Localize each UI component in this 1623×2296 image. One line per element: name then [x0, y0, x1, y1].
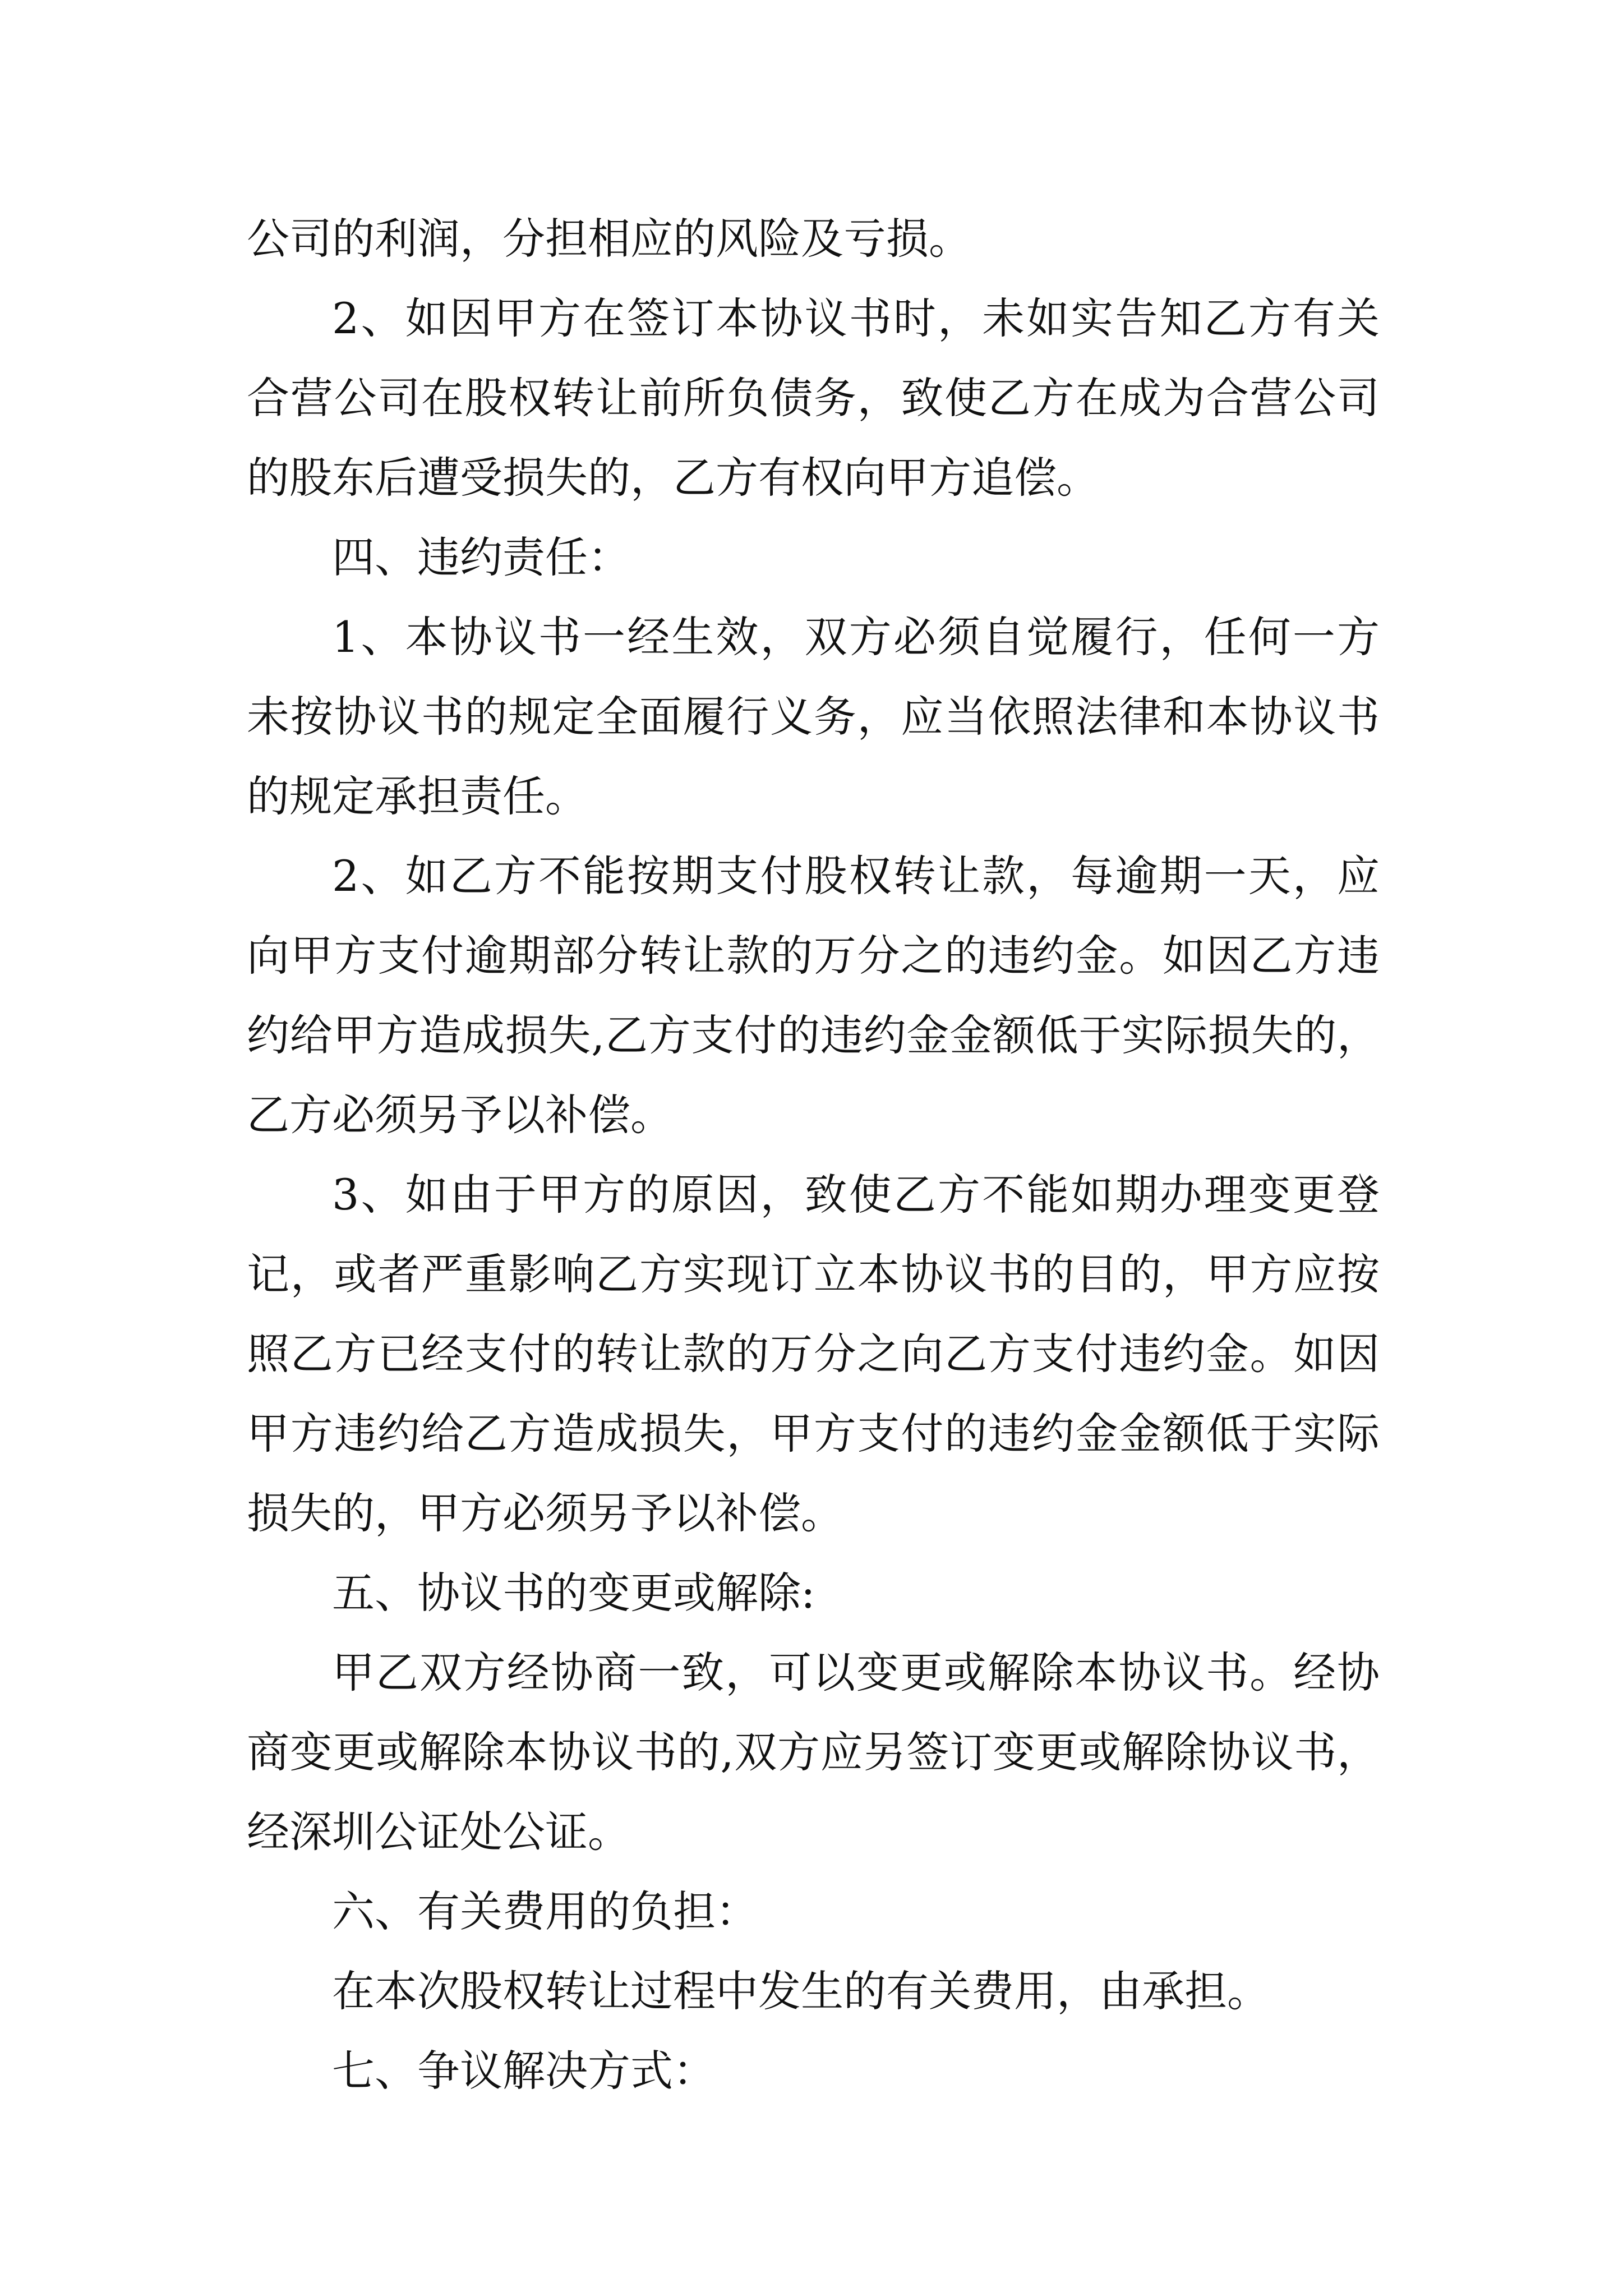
section-heading-amendment: 五、协议书的变更或解除:: [332, 1568, 815, 1618]
section-heading-fees: 六、有关费用的负担：: [332, 1887, 758, 1936]
document-body: [247, 199, 1380, 2111]
paragraph-continuation: 公司的利润，分担相应的风险及亏损。: [247, 214, 971, 264]
paragraph-amendment: 甲乙双方经协商一致，可以变更或解除本协议书。经协商变更或解除本协议书的,双方应另签订变更或解除协议书，经深圳公证处公证。: [247, 1648, 1380, 1857]
paragraph-clause-4-1: 1、本协议书一经生效，双方必须自觉履行，任何一方未按协议书的规定全面履行义务，应当依照法律和本协议书的规定承担责任。: [247, 612, 1380, 821]
paragraph-clause-3-2: 2、如因甲方在签订本协议书时，未如实告知乙方有关合营公司在股权转让前所负债务，致使乙方在成为合营公司的股东后遭受损失的，乙方有权向甲方追偿。: [247, 293, 1380, 503]
paragraph-clause-4-3: 3、如由于甲方的原因，致使乙方不能如期办理变更登记，或者严重影响乙方实现订立本协议书的目的，甲方应按照乙方已经支付的转让款的万分之向乙方支付违约金。如因甲方违约给乙方造成损失，甲方支付的违约金金额低于实际损失的，甲方必须另予以补偿。: [247, 1170, 1380, 1538]
paragraph-clause-4-2: 2、如乙方不能按期支付股权转让款，每逾期一天，应向甲方支付逾期部分转让款的万分之的违约金。如因乙方违约给甲方造成损失,乙方支付的违约金金额低于实际损失的，乙方必须另予以补偿。: [247, 851, 1380, 1140]
section-heading-breach-liability: 四、违约责任：: [332, 532, 630, 582]
paragraph-fees: 在本次股权转让过程中发生的有关费用，由承担。: [332, 1966, 1270, 2016]
section-heading-dispute-resolution: 七、争议解决方式：: [332, 2046, 716, 2096]
